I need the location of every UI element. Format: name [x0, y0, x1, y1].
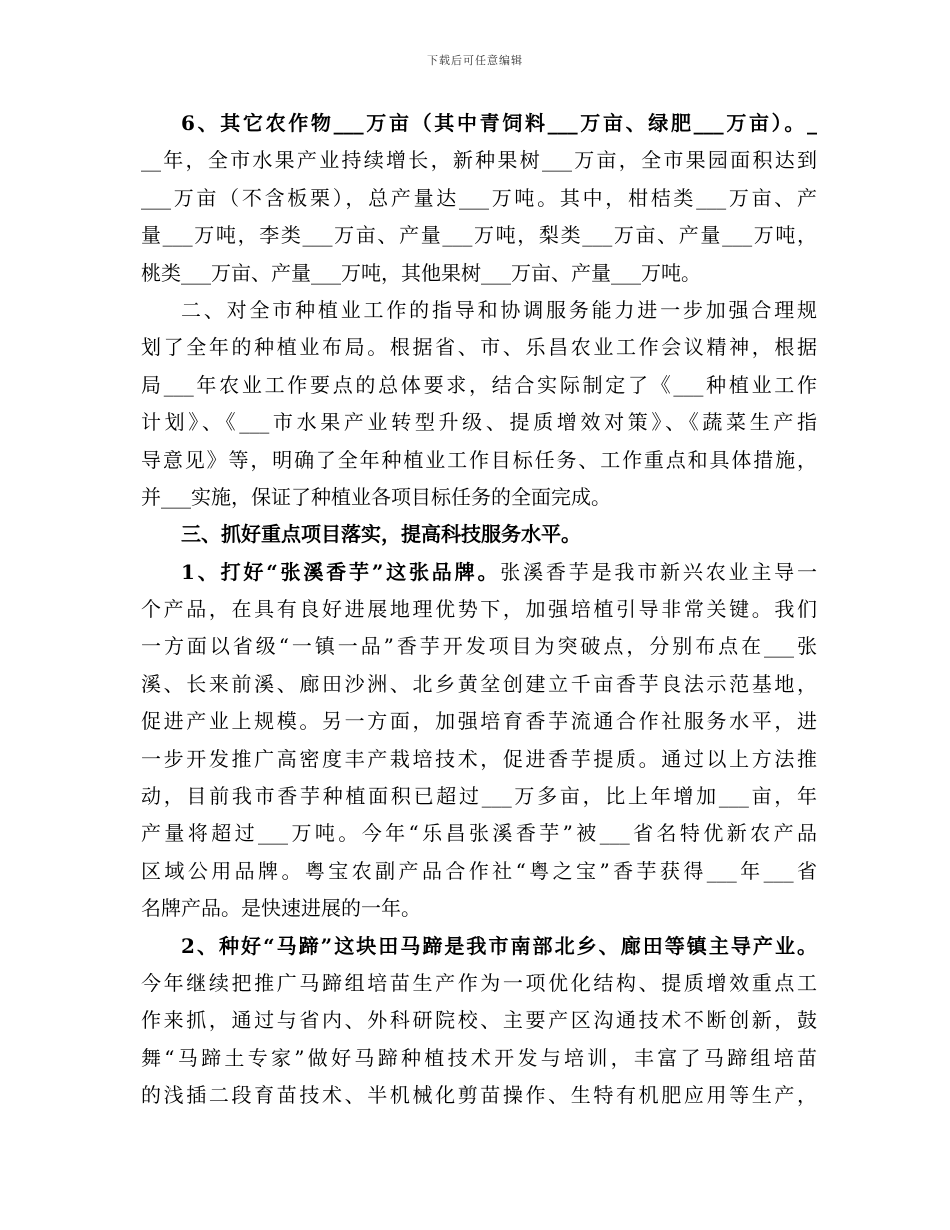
text-line: 一方面以省级“一镇一品”香芋开发项目为突破点，分别布点在___张 — [141, 634, 817, 659]
text-line: 局___年农业工作要点的总体要求，结合实际制定了《___种植业工作 — [141, 372, 817, 397]
text-line: 一步开发推广高密度丰产栽培技术，促进香芋提质。通过以上方法推 — [141, 746, 817, 771]
text-line: 2、种好“马蹄”这块田马蹄是我市南部北乡、廊田等镇主导产业。 — [181, 933, 817, 958]
text-line: 并___实施，保证了种植业各项目标任务的全面完成。 — [141, 484, 611, 509]
text-line — [141, 554, 817, 591]
text-segment: 1、打好“张溪香芋”这张品牌。 — [181, 559, 501, 584]
text-line: 导意见》等，明确了全年种植业工作目标任务、工作重点和具体措施， — [141, 447, 817, 472]
text-line: 个产品，在具有良好进展地理优势下，加强培植引导非常关键。我们 — [141, 597, 817, 622]
text-line: 舞“马蹄土专家”做好马蹄种植技术开发与培训，丰富了马蹄组培苗 — [141, 1045, 817, 1070]
text-line: 区域公用品牌。粤宝农副产品合作社“粤之宝”香芋获得___年___省 — [141, 858, 817, 883]
document-body — [141, 105, 817, 1115]
text-line: 桃类___万亩、产量___万吨，其他果树___万亩、产量___万吨。 — [141, 260, 701, 285]
page-header: 下载后可任意编辑 — [427, 54, 523, 67]
text-line: 计划》、《___市水果产业转型升级、提质增效对策》、《蔬菜生产指 — [141, 410, 817, 435]
text-line: 6、其它农作物___万亩（其中青饲料___万亩、绿肥___万亩）。_ — [181, 111, 817, 135]
text-segment: 张溪香芋是我市新兴农业主导一 — [500, 559, 817, 584]
text-line: 产量将超过___万吨。今年“乐昌张溪香芋”被___省名特优新农产品 — [141, 821, 817, 846]
text-line: 三、抓好重点项目落实，提高科技服务水平。 — [181, 522, 581, 547]
text-line: 的浅插二段育苗技术、半机械化剪苗操作、生特有机肥应用等生产， — [141, 1083, 817, 1108]
text-line: 名牌产品。是快速进展的一年。 — [141, 896, 421, 921]
text-line: 动，目前我市香芋种植面积已超过___万多亩，比上年增加___亩，年 — [141, 784, 817, 809]
text-line: 促进产业上规模。另一方面，加强培育香芋流通合作社服务水平，进 — [141, 709, 817, 734]
text-line: 溪、长来前溪、廊田沙洲、北乡黄坌创建立千亩香芋良法示范基地， — [141, 671, 817, 696]
text-line: __年，全市水果产业持续增长，新种果树___万亩，全市果园面积达到 — [141, 148, 817, 173]
text-line: 量___万吨，李类___万亩、产量___万吨，梨类___万亩、产量___万吨， — [141, 223, 817, 248]
text-line: 划了全年的种植业布局。根据省、市、乐昌农业工作会议精神，根据 — [141, 335, 817, 360]
text-line: 作来抓，通过与省内、外科研院校、主要产区沟通技术不断创新，鼓 — [141, 1008, 817, 1033]
text-line: 今年继续把推广马蹄组培苗生产作为一项优化结构、提质增效重点工 — [141, 970, 817, 995]
text-line: ___万亩（不含板栗），总产量达___万吨。其中，柑桔类___万亩、产 — [141, 185, 817, 210]
text-line: 二、对全市种植业工作的指导和协调服务能力进一步加强合理规 — [181, 297, 817, 322]
